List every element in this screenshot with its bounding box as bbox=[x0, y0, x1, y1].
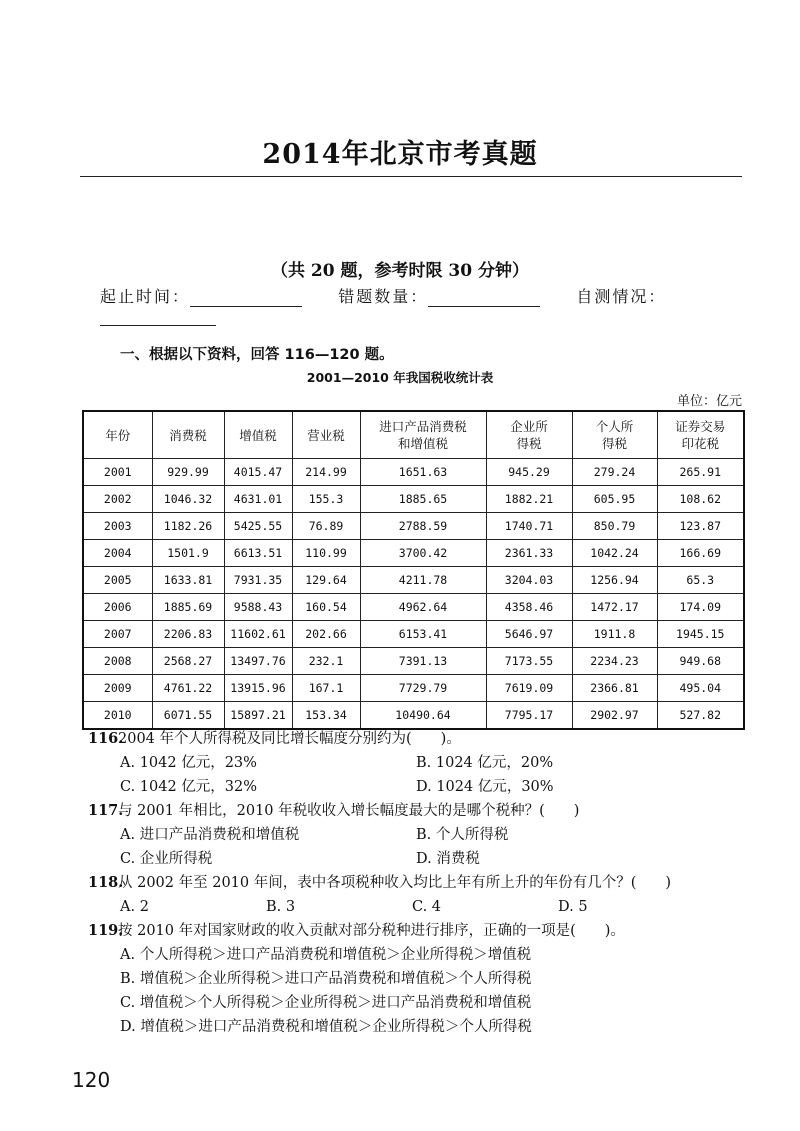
year-cell: 2004 bbox=[83, 540, 152, 567]
value-cell: 166.69 bbox=[657, 540, 744, 567]
answer-option[interactable]: C. 1042 亿元，32% bbox=[120, 779, 258, 795]
value-cell: 6613.51 bbox=[224, 540, 292, 567]
answer-option[interactable]: B. 1024 亿元，20% bbox=[416, 755, 554, 771]
answer-option[interactable]: C. 4 bbox=[412, 899, 442, 915]
answer-option[interactable]: C. 企业所得税 bbox=[120, 851, 213, 867]
answer-option[interactable]: D. 5 bbox=[558, 899, 588, 915]
value-cell: 232.1 bbox=[292, 648, 360, 675]
answer-option[interactable]: D. 消费税 bbox=[416, 851, 480, 867]
page-title: 2014年北京市考真题 bbox=[262, 139, 538, 170]
value-cell: 1882.21 bbox=[486, 486, 572, 513]
question-stem bbox=[88, 799, 748, 823]
option-row bbox=[88, 775, 748, 799]
value-cell: 174.09 bbox=[657, 594, 744, 621]
question-text: 从 2002 年至 2010 年间，表中各项税种收入均比上年有所上升的年份有几个？( ) bbox=[118, 875, 672, 891]
question-number: 117. bbox=[88, 802, 124, 819]
table-caption: 2001—2010 年我国税收统计表 bbox=[306, 370, 494, 385]
answer-option[interactable]: D. 增值税＞进口产品消费税和增值税＞企业所得税＞个人所得税 bbox=[120, 1019, 532, 1035]
value-cell: 265.91 bbox=[657, 459, 744, 486]
question-text: 按 2010 年对国家财政的收入贡献对部分税种进行排序，正确的一项是( )。 bbox=[118, 923, 625, 939]
value-cell: 76.89 bbox=[292, 513, 360, 540]
column-header-line: 个人所 bbox=[595, 419, 634, 434]
option-row bbox=[88, 943, 748, 967]
value-cell: 4761.22 bbox=[152, 675, 224, 702]
question-stem bbox=[88, 871, 748, 895]
errors-field[interactable] bbox=[428, 289, 540, 307]
year-cell: 2005 bbox=[83, 567, 152, 594]
section-heading: 一、根据以下资料，回答 116—120 题。 bbox=[120, 347, 394, 363]
value-cell: 4962.64 bbox=[360, 594, 486, 621]
option-row bbox=[88, 1015, 748, 1039]
value-cell: 7391.13 bbox=[360, 648, 486, 675]
value-cell: 1911.8 bbox=[572, 621, 657, 648]
value-cell: 945.29 bbox=[486, 459, 572, 486]
value-cell: 167.1 bbox=[292, 675, 360, 702]
value-cell: 13915.96 bbox=[224, 675, 292, 702]
fill-in-row bbox=[100, 284, 750, 326]
value-cell: 11602.61 bbox=[224, 621, 292, 648]
question-number: 118. bbox=[88, 874, 124, 891]
value-cell: 5425.55 bbox=[224, 513, 292, 540]
table-row bbox=[83, 675, 744, 702]
errors-label: 错题数量： bbox=[338, 287, 429, 306]
value-cell: 6153.41 bbox=[360, 621, 486, 648]
value-cell: 1182.26 bbox=[152, 513, 224, 540]
value-cell: 2788.59 bbox=[360, 513, 486, 540]
table-row bbox=[83, 594, 744, 621]
value-cell: 1945.15 bbox=[657, 621, 744, 648]
question-text: 2004 年个人所得税及同比增长幅度分别约为( )。 bbox=[118, 731, 461, 747]
value-cell: 10490.64 bbox=[360, 702, 486, 730]
year-cell: 2001 bbox=[83, 459, 152, 486]
question-list bbox=[88, 727, 748, 1039]
year-cell: 2009 bbox=[83, 675, 152, 702]
column-header bbox=[486, 411, 572, 459]
title-divider bbox=[80, 176, 742, 177]
table-header-row bbox=[83, 411, 744, 459]
year-cell: 2008 bbox=[83, 648, 152, 675]
value-cell: 4211.78 bbox=[360, 567, 486, 594]
year-cell: 2003 bbox=[83, 513, 152, 540]
question-stem bbox=[88, 919, 748, 943]
table-row bbox=[83, 540, 744, 567]
value-cell: 153.34 bbox=[292, 702, 360, 730]
value-cell: 7173.55 bbox=[486, 648, 572, 675]
question-text: 与 2001 年相比，2010 年税收收入增长幅度最大的是哪个税种？( ) bbox=[118, 803, 580, 819]
value-cell: 1633.81 bbox=[152, 567, 224, 594]
table-row bbox=[83, 702, 744, 730]
value-cell: 108.62 bbox=[657, 486, 744, 513]
value-cell: 129.64 bbox=[292, 567, 360, 594]
table-unit: 单位：亿元 bbox=[676, 394, 742, 409]
exam-subtitle: （共 20 题，参考时限 30 分钟） bbox=[271, 261, 529, 281]
column-header bbox=[572, 411, 657, 459]
column-header bbox=[83, 411, 152, 459]
value-cell: 527.82 bbox=[657, 702, 744, 730]
tax-table bbox=[82, 410, 745, 730]
option-row bbox=[88, 895, 748, 919]
answer-option[interactable]: A. 1042 亿元，23% bbox=[120, 755, 257, 771]
value-cell: 949.68 bbox=[657, 648, 744, 675]
value-cell: 13497.76 bbox=[224, 648, 292, 675]
column-header bbox=[360, 411, 486, 459]
value-cell: 9588.43 bbox=[224, 594, 292, 621]
option-row bbox=[88, 823, 748, 847]
table-row bbox=[83, 567, 744, 594]
start-time-label: 起止时间： bbox=[100, 287, 191, 306]
value-cell: 1885.65 bbox=[360, 486, 486, 513]
answer-option[interactable]: B. 个人所得税 bbox=[416, 827, 509, 843]
value-cell: 160.54 bbox=[292, 594, 360, 621]
value-cell: 214.99 bbox=[292, 459, 360, 486]
answer-option[interactable]: A. 2 bbox=[120, 899, 149, 915]
year-cell: 2006 bbox=[83, 594, 152, 621]
value-cell: 495.04 bbox=[657, 675, 744, 702]
value-cell: 1256.94 bbox=[572, 567, 657, 594]
page-number: 120 bbox=[72, 1068, 111, 1092]
answer-option[interactable]: B. 3 bbox=[266, 899, 296, 915]
value-cell: 15897.21 bbox=[224, 702, 292, 730]
column-header-line: 年份 bbox=[105, 427, 131, 443]
value-cell: 279.24 bbox=[572, 459, 657, 486]
value-cell: 7795.17 bbox=[486, 702, 572, 730]
value-cell: 4631.01 bbox=[224, 486, 292, 513]
column-header-line: 和增值税 bbox=[397, 436, 448, 451]
value-cell: 2234.23 bbox=[572, 648, 657, 675]
value-cell: 6071.55 bbox=[152, 702, 224, 730]
value-cell: 110.99 bbox=[292, 540, 360, 567]
column-header-line: 印花税 bbox=[681, 436, 719, 451]
value-cell: 155.3 bbox=[292, 486, 360, 513]
value-cell: 65.3 bbox=[657, 567, 744, 594]
option-row bbox=[88, 751, 748, 775]
column-header-line: 消费税 bbox=[169, 427, 207, 443]
value-cell: 2366.81 bbox=[572, 675, 657, 702]
year-cell: 2007 bbox=[83, 621, 152, 648]
answer-option[interactable]: A. 进口产品消费税和增值税 bbox=[120, 827, 300, 843]
answer-option[interactable]: B. 增值税＞企业所得税＞进口产品消费税和增值税＞个人所得税 bbox=[120, 971, 532, 987]
value-cell: 929.99 bbox=[152, 459, 224, 486]
value-cell: 1046.32 bbox=[152, 486, 224, 513]
column-header bbox=[152, 411, 224, 459]
table-row bbox=[83, 486, 744, 513]
value-cell: 202.66 bbox=[292, 621, 360, 648]
value-cell: 2902.97 bbox=[572, 702, 657, 730]
value-cell: 123.87 bbox=[657, 513, 744, 540]
value-cell: 5646.97 bbox=[486, 621, 572, 648]
column-header-line: 得税 bbox=[516, 436, 542, 451]
start-time-field[interactable] bbox=[190, 289, 302, 307]
value-cell: 850.79 bbox=[572, 513, 657, 540]
value-cell: 1651.63 bbox=[360, 459, 486, 486]
question-number: 119. bbox=[88, 922, 124, 939]
value-cell: 4358.46 bbox=[486, 594, 572, 621]
year-cell: 2010 bbox=[83, 702, 152, 730]
value-cell: 2568.27 bbox=[152, 648, 224, 675]
table-row bbox=[83, 621, 744, 648]
column-header bbox=[657, 411, 744, 459]
value-cell: 1472.17 bbox=[572, 594, 657, 621]
column-header-line: 营业税 bbox=[307, 427, 345, 443]
value-cell: 1042.24 bbox=[572, 540, 657, 567]
column-header-line: 得税 bbox=[601, 436, 627, 451]
year-cell: 2002 bbox=[83, 486, 152, 513]
value-cell: 7619.09 bbox=[486, 675, 572, 702]
table-row bbox=[83, 459, 744, 486]
option-row bbox=[88, 967, 748, 991]
value-cell: 3204.03 bbox=[486, 567, 572, 594]
self-check-field[interactable] bbox=[100, 308, 216, 326]
answer-option[interactable]: D. 1024 亿元，30% bbox=[416, 779, 554, 795]
column-header-line: 进口产品消费税 bbox=[379, 419, 467, 434]
value-cell: 1501.9 bbox=[152, 540, 224, 567]
value-cell: 605.95 bbox=[572, 486, 657, 513]
answer-option[interactable]: C. 增值税＞个人所得税＞企业所得税＞进口产品消费税和增值税 bbox=[120, 995, 532, 1011]
column-header-line: 增值税 bbox=[239, 427, 277, 443]
column-header bbox=[292, 411, 360, 459]
value-cell: 3700.42 bbox=[360, 540, 486, 567]
value-cell: 4015.47 bbox=[224, 459, 292, 486]
column-header-line: 证券交易 bbox=[675, 419, 726, 434]
value-cell: 2206.83 bbox=[152, 621, 224, 648]
question-number: 116. bbox=[88, 730, 124, 747]
value-cell: 1740.71 bbox=[486, 513, 572, 540]
table-body bbox=[83, 459, 744, 730]
value-cell: 1885.69 bbox=[152, 594, 224, 621]
self-check-label: 自测情况： bbox=[576, 287, 667, 306]
table-row bbox=[83, 513, 744, 540]
answer-option[interactable]: A. 个人所得税＞进口产品消费税和增值税＞企业所得税＞增值税 bbox=[120, 947, 532, 963]
option-row bbox=[88, 991, 748, 1015]
column-header bbox=[224, 411, 292, 459]
question-stem bbox=[88, 727, 748, 751]
table-row bbox=[83, 648, 744, 675]
value-cell: 7931.35 bbox=[224, 567, 292, 594]
value-cell: 2361.33 bbox=[486, 540, 572, 567]
option-row bbox=[88, 847, 748, 871]
value-cell: 7729.79 bbox=[360, 675, 486, 702]
column-header-line: 企业所 bbox=[510, 419, 548, 434]
